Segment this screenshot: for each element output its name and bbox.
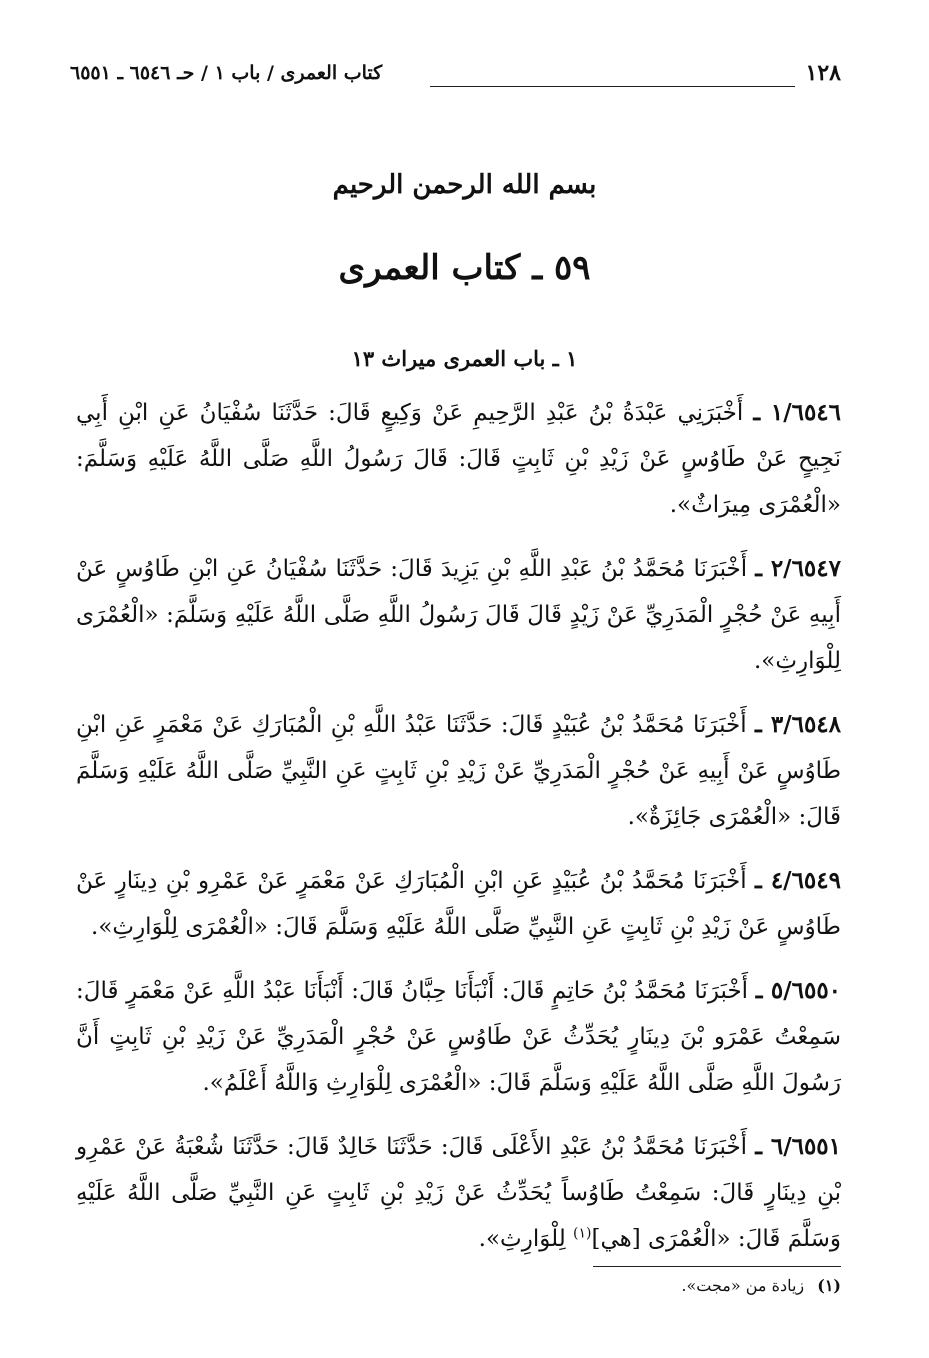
- hadith-text: أَخْبَرَنَا مُحَمَّدُ بْنُ عَبْدِ الأَعْلَى قَالَ: حَدَّثَنَا خَالِدٌ قَالَ: حَدَّثَنَا شُعْبَةُ عَنْ عَمْرِو بْنِ دِينَارٍ قَالَ: سَمِعْتُ طَاوُساً يُحَدِّثُ عَنْ زَيْدِ بْنِ ثَابِتٍ عَنِ النَّبِيِّ صَلَّى اللَّهُ عَلَيْهِ وَسَلَّمَ قَالَ: «الْعُمْرَى [هي]: [76, 1134, 841, 1252]
- running-header: [70, 60, 841, 92]
- hadith-number: ٥/٦٥٥٠ ـ: [755, 977, 842, 1004]
- footnote-reference[interactable]: (١): [573, 1225, 592, 1242]
- hadith-entry: [76, 968, 841, 1106]
- hadith-entry: [76, 1124, 841, 1262]
- basmala: بسم الله الرحمن الرحيم: [332, 170, 597, 200]
- footnote-text: زيادة من «مجت».: [681, 1276, 805, 1295]
- hadith-number: ٦/٦٥٥١ ـ: [755, 1133, 842, 1160]
- header-rule: [430, 86, 795, 87]
- footnote: [681, 1276, 841, 1295]
- hadith-entry: [76, 858, 841, 950]
- hadith-text-continued: لِلْوَارِثِ».: [478, 1226, 574, 1252]
- hadith-text: أَخْبَرَنَا مُحَمَّدُ بْنُ عُبَيْدٍ قَالَ: حَدَّثَنَا عَبْدُ اللَّهِ بْنِ الْمُبَارَكِ عَنْ مَعْمَرٍ عَنِ ابْنِ طَاوُسٍ عَنْ أَبِيهِ عَنْ حُجْرٍ الْمَدَرِيِّ عَنْ زَيْدِ بْنِ ثَابِتٍ عَنِ النَّبِيِّ صَلَّى اللَّهُ عَلَيْهِ وَسَلَّمَ قَالَ: «الْعُمْرَى جَائِزَةٌ».: [76, 712, 841, 830]
- hadith-list: [76, 390, 841, 1280]
- hadith-entry: [76, 702, 841, 840]
- hadith-number: ١/٦٥٤٦ ـ: [753, 399, 842, 426]
- running-title: كتاب العمرى / باب ١ / حـ ٦٥٤٦ ـ ٦٥٥١: [70, 62, 383, 84]
- hadith-number: ٣/٦٥٤٨ ـ: [755, 711, 842, 738]
- hadith-text: أَخْبَرَنِي عَبْدَةُ بْنُ عَبْدِ الرَّحِيمِ عَنْ وَكِيعٍ قَالَ: حَدَّثَنَا سُفْيَانُ عَنِ ابْنِ أَبِي نَجِيحٍ عَنْ طَاوُسٍ عَنْ زَيْدِ بْنِ ثَابِتٍ قَالَ: قَالَ رَسُولُ اللَّهِ صَلَّى اللَّهُ عَلَيْهِ وَسَلَّمَ: «الْعُمْرَى مِيرَاثٌ».: [76, 400, 841, 518]
- hadith-number: ٤/٦٥٤٩ ـ: [755, 867, 841, 894]
- book-title: ٥٩ ـ كتاب العمرى: [338, 248, 591, 288]
- hadith-entry: [76, 390, 841, 528]
- hadith-text: أَخْبَرَنَا مُحَمَّدُ بْنُ عَبْدِ اللَّهِ بْنِ يَزِيدَ قَالَ: حَدَّثَنَا سُفْيَانُ عَنِ ابْنِ طَاوُسٍ عَنْ أَبِيهِ عَنْ حُجْرٍ الْمَدَرِيِّ عَنْ زَيْدٍ قَالَ قَالَ رَسُولُ اللَّهِ صَلَّى اللَّهُ عَلَيْهِ وَسَلَّمَ: «الْعُمْرَى لِلْوَارِثِ».: [76, 556, 841, 674]
- footnote-number: (١): [817, 1276, 841, 1295]
- hadith-number: ٢/٦٥٤٧ ـ: [755, 555, 841, 582]
- hadith-text: أَخْبَرَنَا مُحَمَّدُ بْنُ عُبَيْدٍ عَنِ ابْنِ الْمُبَارَكِ عَنْ مَعْمَرٍ عَنْ عَمْرِو بْنِ دِينَارٍ عَنْ طَاوُسٍ عَنْ زَيْدِ بْنِ ثَابِتٍ عَنِ النَّبِيِّ صَلَّى اللَّهُ عَلَيْهِ وَسَلَّمَ قَالَ: «الْعُمْرَى لِلْوَارِثِ».: [76, 868, 841, 940]
- chapter-title: ١ ـ باب العمرى ميراث ١٣: [351, 346, 578, 371]
- hadith-text: أَخْبَرَنَا مُحَمَّدُ بْنُ حَاتِمٍ قَالَ: أَنْبَأَنَا حِبَّانُ قَالَ: أَنْبَأَنَا عَبْدُ اللَّهِ عَنْ مَعْمَرٍ قَالَ: سَمِعْتُ عَمْرَو بْنَ دِينَارٍ يُحَدِّثُ عَنْ طَاوُسٍ عَنْ حُجْرٍ الْمَدَرِيِّ عَنْ زَيْدِ بْنِ ثَابِتٍ أَنَّ رَسُولَ اللَّهِ صَلَّى اللَّهُ عَلَيْهِ وَسَلَّمَ قَالَ: «الْعُمْرَى لِلْوَارِثِ وَاللَّهُ أَعْلَمُ».: [76, 978, 841, 1096]
- page-number: ١٢٨: [805, 60, 841, 86]
- hadith-entry: [76, 546, 841, 684]
- footnote-separator: [593, 1266, 841, 1267]
